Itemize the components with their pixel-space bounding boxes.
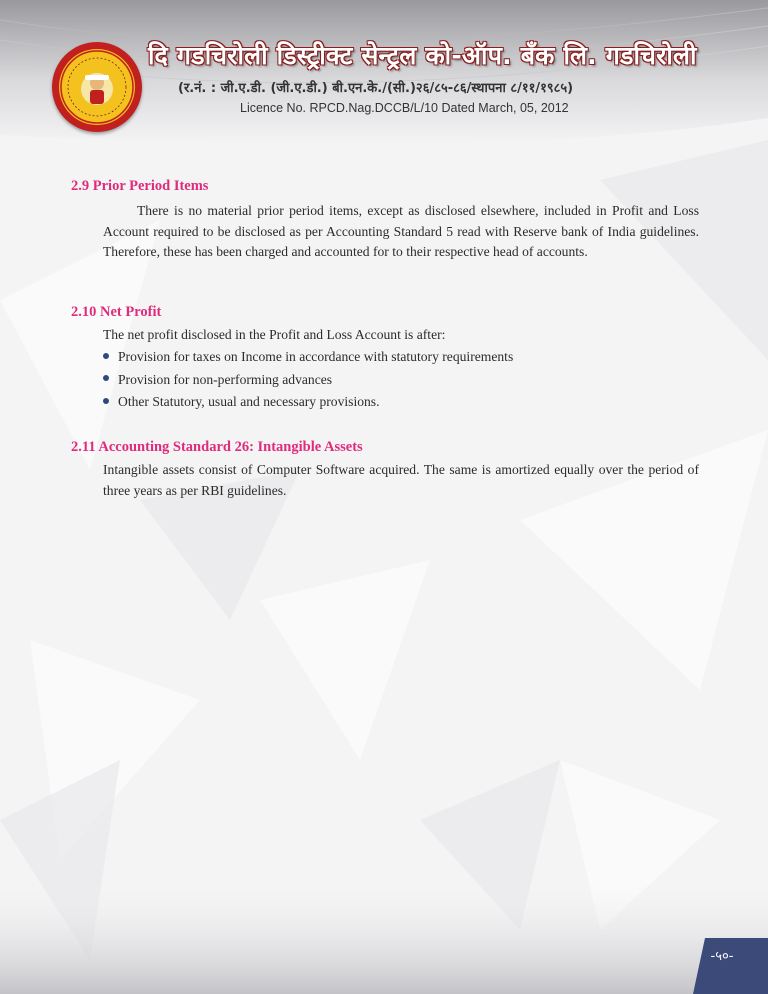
net-profit-list — [103, 346, 513, 414]
section-paragraph-prior-period: There is no material prior period items, except as disclosed elsewhere, included in Profit and Loss Account required to be disclosed as per Accounting Standard 5 read with Reserve bank of India guidelines. Therefore, these has been charged and accounted for to their respective head of accounts. — [103, 203, 699, 259]
licence-number: Licence No. RPCD.Nag.DCCB/L/10 Dated March, 05, 2012 — [240, 101, 569, 115]
net-profit-intro: The net profit disclosed in the Profit and Loss Account is after: — [103, 327, 446, 342]
list-item: Provision for non-performing advances — [103, 369, 513, 392]
bullet-icon — [103, 398, 109, 404]
section-paragraph-intangible-assets: Intangible assets consist of Computer Software acquired. The same is amortized equally over the period of three years as per RBI guidelines. — [103, 462, 699, 498]
bullet-icon — [103, 353, 109, 359]
bank-logo — [52, 42, 142, 132]
list-item: Other Statutory, usual and necessary provisions. — [103, 391, 513, 414]
list-item: Provision for taxes on Income in accordance with statutory requirements — [103, 346, 513, 369]
section-heading-intangible-assets: 2.11 Accounting Standard 26: Intangible Assets — [71, 439, 363, 455]
page-number: -५०- — [710, 949, 734, 964]
bullet-icon — [103, 375, 109, 381]
bank-name-title: दि गडचिरोली डिस्ट्रीक्ट सेन्ट्रल को-ऑप. बँक लि. गडचिरोली — [148, 41, 697, 70]
section-heading-prior-period: 2.9 Prior Period Items — [71, 178, 209, 194]
logo-emblem-icon — [59, 49, 135, 125]
section-heading-net-profit: 2.10 Net Profit — [71, 304, 162, 320]
registration-number: (र.नं. : जी.ए.डी. (जी.ए.डी.) बी.एन.के./(सी.)२६/८५-८६/स्थापना ८/११/१९८५) — [178, 81, 574, 96]
page-header — [0, 0, 768, 135]
